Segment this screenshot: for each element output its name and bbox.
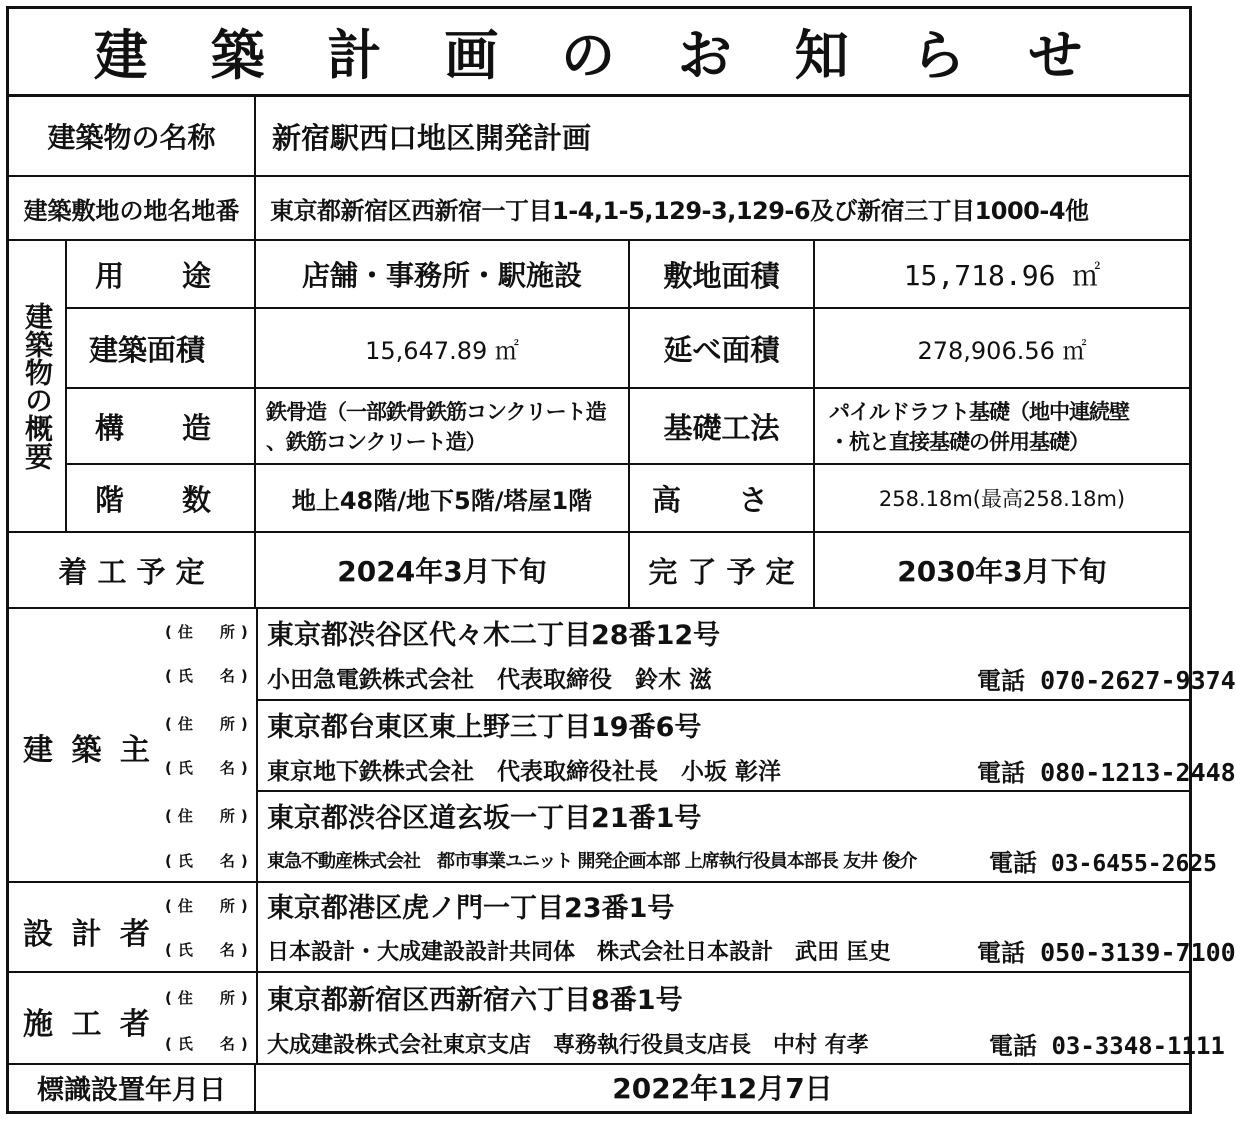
- building-area-value: 15,647.89 ㎡: [256, 309, 630, 389]
- owner1-name: 小田急電鉄株式会社 代表取締役 鈴木 滋: [267, 667, 713, 693]
- structure-value-line2: 、鉄筋コンクリート造）: [266, 430, 486, 454]
- building-name-value: 新宿駅西口地区開発計画: [256, 97, 1189, 177]
- builder-tel-number: 03-3348-1111: [1051, 1032, 1225, 1060]
- designer-label: 設 計 者: [23, 917, 154, 952]
- site-area-value: 15,718.96 ㎡: [815, 241, 1189, 309]
- owner1-tel: [977, 661, 1236, 696]
- installed-date-value: 2022年12月7日: [612, 1072, 833, 1105]
- builder-tel: [989, 1026, 1225, 1061]
- builder-name-sub: (氏 名): [165, 1035, 254, 1053]
- owner3-tel: [989, 843, 1217, 878]
- builder-label: 施 工 者: [23, 1007, 154, 1042]
- foundation-label: 基礎工法: [630, 389, 815, 465]
- designer-address: 東京都港区虎ノ門一丁目23番1号: [267, 893, 675, 924]
- use-value: 店舗・事務所・駅施設: [256, 241, 630, 309]
- owner2-name: 東京地下鉄株式会社 代表取締役社長 小坂 彰洋: [267, 759, 782, 785]
- start-label: 着 工 予 定: [9, 533, 256, 609]
- owner3-address: 東京都渋谷区道玄坂一丁目21番1号: [267, 803, 702, 834]
- owner3-name: 東急不動産株式会社 都市事業ユニット 開発企画本部 上席執行役員本部長 友井 俊介: [267, 851, 917, 872]
- floors-value: 地上48階/地下5階/塔屋1階: [256, 465, 630, 533]
- tel-label: 電話: [977, 759, 1025, 787]
- owner2-name-sub: (氏 名): [165, 759, 254, 777]
- owner1-address: 東京都渋谷区代々木二丁目28番12号: [267, 620, 721, 651]
- foundation-value-cell: [815, 389, 1189, 465]
- builder-address: 東京都新宿区西新宿六丁目8番1号: [267, 985, 683, 1016]
- site-area-label: 敷地面積: [630, 241, 815, 309]
- owner2-tel: [977, 753, 1236, 788]
- height-value: 258.18m(最高258.18m): [815, 465, 1189, 533]
- owner1-address-sub: (住 所): [165, 623, 254, 641]
- overview-label-cell: [9, 241, 67, 533]
- owner1-tel-number: 070-2627-9374: [1040, 666, 1236, 695]
- sign-title: 建 築 計 画 の お 知 ら せ: [9, 9, 1189, 97]
- building-name-label: 建築物の名称: [9, 97, 256, 177]
- foundation-value-line2: ・杭と直接基礎の併用基礎）: [829, 430, 1089, 454]
- builder-address-sub: (住 所): [165, 989, 254, 1007]
- start-value: 2024年3月下旬: [256, 533, 630, 609]
- foundation-value-line1: パイルドラフト基礎（地中連続壁: [829, 400, 1129, 424]
- tel-label: 電話: [989, 849, 1037, 877]
- structure-value-line1: 鉄骨造（一部鉄骨鉄筋コンクリート造: [266, 400, 606, 424]
- owner3-tel-number: 03-6455-2625: [1050, 851, 1218, 877]
- construction-notice-sign: [6, 6, 1236, 1114]
- builder-name: 大成建設株式会社東京支店 専務執行役員支店長 中村 有孝: [267, 1033, 869, 1058]
- owner2-tel-number: 080-1213-2448: [1040, 758, 1236, 787]
- owner3-address-sub: (住 所): [165, 807, 254, 825]
- floors-label: 階 数: [67, 465, 256, 533]
- designer-tel: [977, 933, 1236, 968]
- owner2-address: 東京都台東区東上野三丁目19番6号: [267, 712, 702, 743]
- tel-label: 電話: [989, 1032, 1037, 1060]
- owner-label: 建 築 主: [23, 733, 154, 768]
- tel-label: 電話: [977, 939, 1025, 967]
- floor-area-value: 278,906.56 ㎡: [815, 309, 1189, 389]
- height-label: 高 さ: [630, 465, 815, 533]
- owner1-name-sub: (氏 名): [165, 667, 254, 685]
- designer-address-sub: (住 所): [165, 897, 254, 915]
- use-label: 用 途: [67, 241, 256, 309]
- site-address-label: 建築敷地の地名地番: [9, 177, 256, 241]
- owner2-address-sub: (住 所): [165, 715, 254, 733]
- end-label: 完 了 予 定: [630, 533, 815, 609]
- building-area-label: 建築面積: [67, 309, 256, 389]
- floor-area-label: 延べ面積: [630, 309, 815, 389]
- site-address-value: 東京都新宿区西新宿一丁目1-4,1-5,129-3,129-6及び新宿三丁目1000-4他: [256, 177, 1189, 241]
- structure-label: 構 造: [67, 389, 256, 465]
- designer-name-sub: (氏 名): [165, 941, 254, 959]
- tel-label: 電話: [977, 667, 1025, 695]
- owner3-name-sub: (氏 名): [165, 852, 254, 870]
- designer-name: 日本設計・大成建設設計共同体 株式会社日本設計 武田 匡史: [267, 940, 891, 965]
- installed-date-label: 標識設置年月日: [9, 1063, 256, 1111]
- designer-tel-number: 050-3139-7100: [1040, 938, 1236, 967]
- end-value: 2030年3月下旬: [815, 533, 1189, 609]
- structure-value-cell: [256, 389, 630, 465]
- overview-label: 建築物の概要: [21, 302, 54, 470]
